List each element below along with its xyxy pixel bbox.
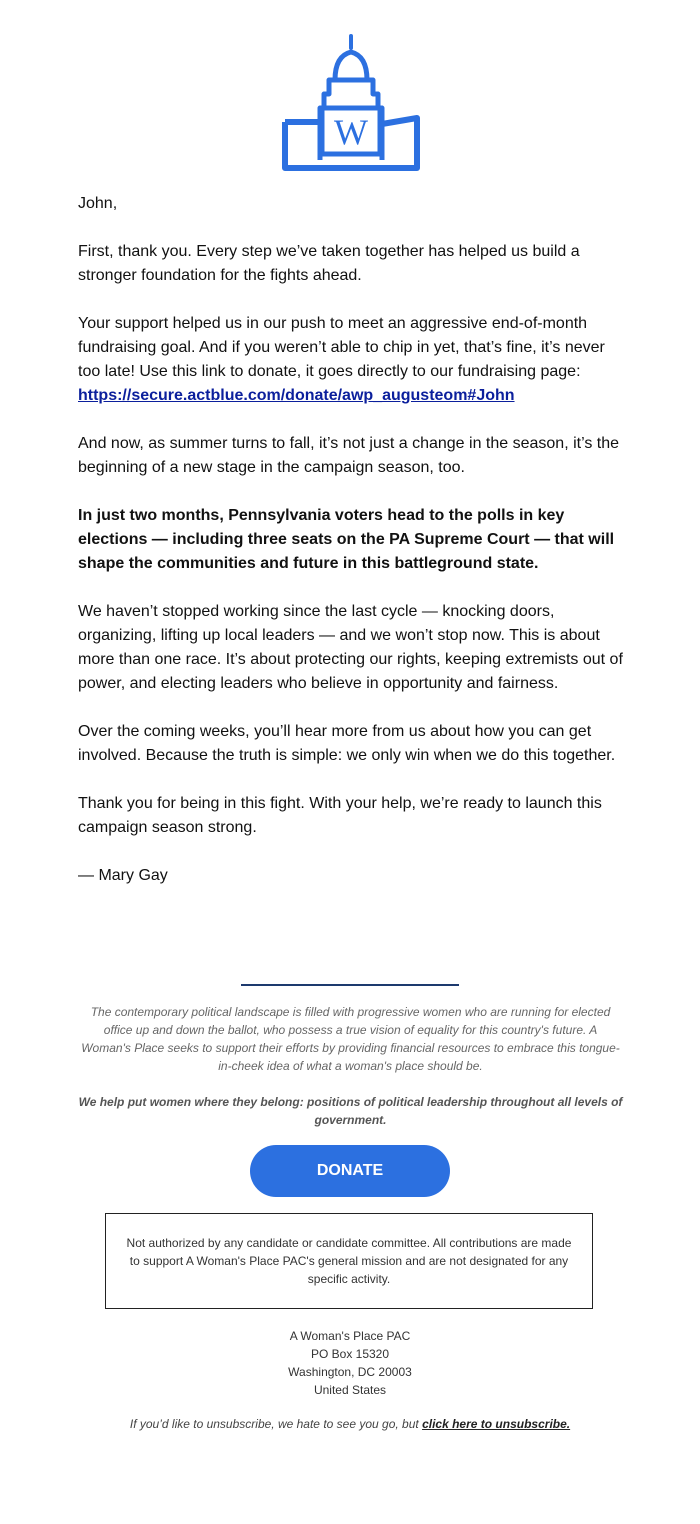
paragraph-fundraising-text: Your support helped us in our push to meet an aggressive end-of-month fundraising goal. And if you weren’t able to chip in yet, that’s fine, it’s never too late! Use this link to donate, it goes directly to our fundraising page: <box>78 315 605 380</box>
logo-letter: W <box>334 112 368 152</box>
address-line-3: Washington, DC 20003 <box>288 1365 412 1379</box>
disclaimer-box <box>105 1213 593 1309</box>
paragraph-elections: In just two months, Pennsylvania voters head to the polls in key elections — including three seats on the PA Supreme Court — that will shape the communities and future in this battleground state. <box>78 507 615 572</box>
donate-button[interactable]: DONATE <box>250 1145 450 1197</box>
unsubscribe-link[interactable]: click here to unsubscribe. <box>422 1417 571 1431</box>
paragraph-fundraising <box>78 312 630 408</box>
donate-link[interactable]: https://secure.actblue.com/donate/awp_augusteom#John <box>78 387 515 404</box>
paragraph-thank-you: Thank you for being in this fight. With your help, we’re ready to launch this campaign season strong. <box>78 795 602 836</box>
address-line-1: A Woman's Place PAC <box>289 1329 411 1343</box>
disclaimer-text: Not authorized by any candidate or candidate committee. All contributions are made to support A Woman's Place PAC's general mission and are not designated for any specific activity. <box>126 1236 572 1286</box>
address-line-4: United States <box>313 1383 387 1397</box>
footer-tagline: We help put women where they belong: positions of political leadership throughout all levels of government. <box>78 1095 623 1127</box>
paragraph-season: And now, as summer turns to fall, it’s not just a change in the season, it’s the beginning of a new stage in the campaign season, too. <box>78 435 620 476</box>
email-body <box>78 192 630 912</box>
unsubscribe-line <box>40 1415 660 1433</box>
paragraph-coming-weeks: Over the coming weeks, you’ll hear more from us about how you can get involved. Because the truth is simple: we only win when we do this together. <box>78 723 616 764</box>
footer-description: The contemporary political landscape is filled with progressive women who are running for elected office up and down the ballot, who possess a true vision of equality for this country's future. A Woman's Place seeks to support their efforts by providing financial resources to embrace this tongue-in-cheek idea of what a woman's place should be. <box>81 1005 620 1073</box>
greeting: John, <box>78 195 118 212</box>
paragraph-thanks: First, thank you. Every step we’ve taken together has helped us build a stronger foundation for the fights ahead. <box>78 243 580 284</box>
address-line-2: PO Box 15320 <box>310 1347 390 1361</box>
paragraph-working: We haven’t stopped working since the last cycle — knocking doors, organizing, lifting up local leaders — and we won’t stop now. This is about more than one race. It’s about protecting our rights, keeping extremists out of power, and electing leaders who believe in opportunity and fairness. <box>78 603 623 692</box>
signature: — Mary Gay <box>78 867 168 884</box>
mailing-address <box>200 1327 500 1399</box>
unsubscribe-text: If you’d like to unsubscribe, we hate to see you go, but <box>129 1417 423 1431</box>
capitol-building-icon <box>282 34 420 172</box>
footer-divider <box>241 984 459 986</box>
